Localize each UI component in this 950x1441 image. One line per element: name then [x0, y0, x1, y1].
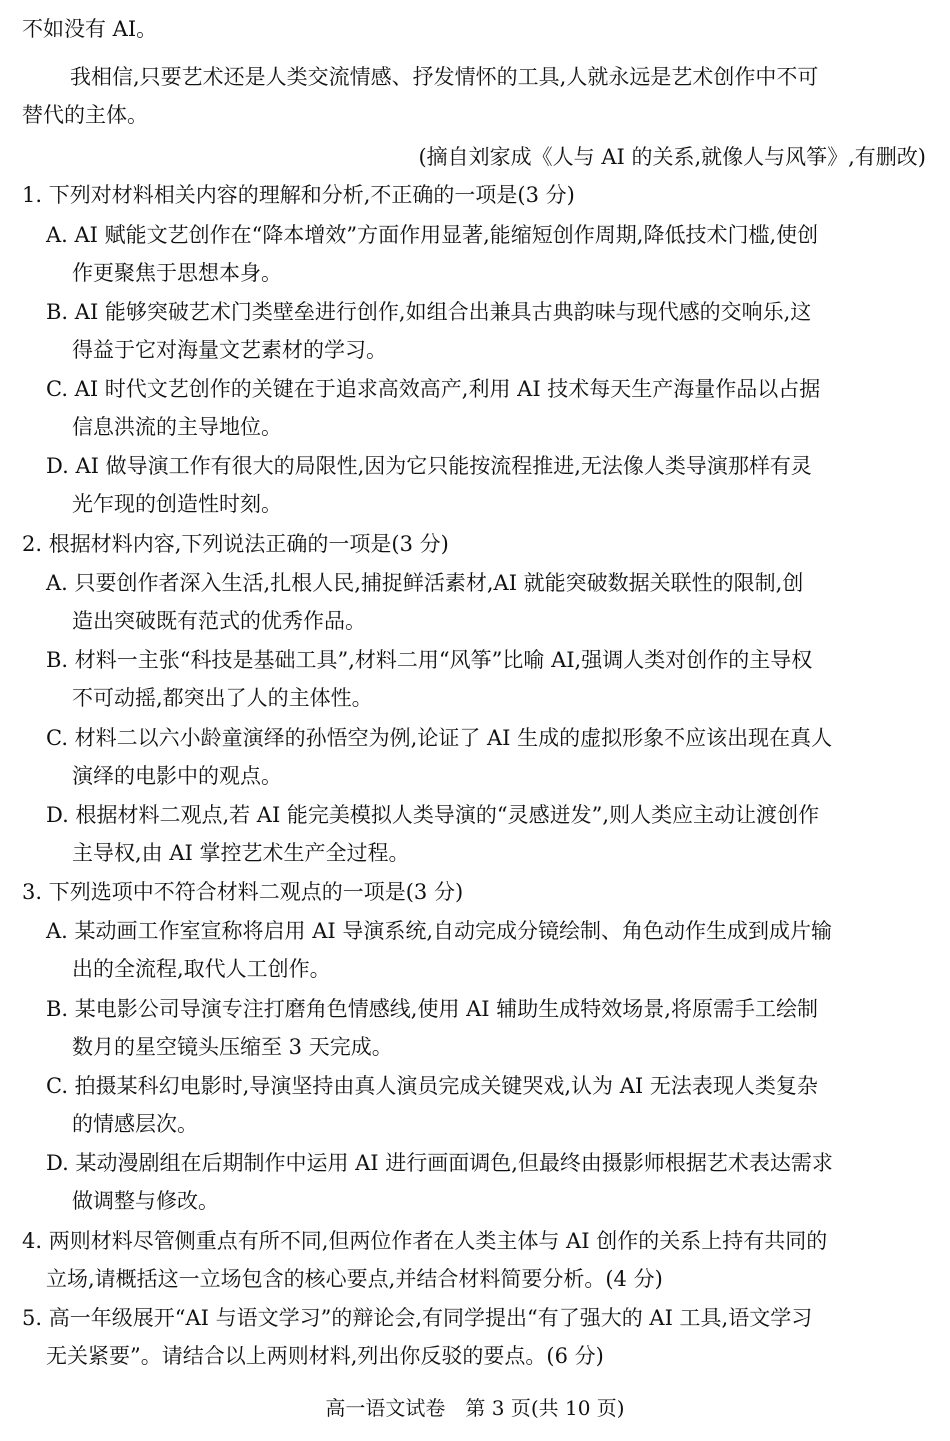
passage-line: 我相信,只要艺术还是人类交流情感、抒发情怀的工具,人就永远是艺术创作中不可 [70, 65, 819, 89]
option-line: D. AI 做导演工作有很大的局限性,因为它只能按流程推进,无法像人类导演那样有灵 [46, 454, 812, 478]
option-line: 光乍现的创造性时刻。 [72, 492, 282, 516]
option-line: 作更聚焦于思想本身。 [72, 261, 282, 285]
option-line: 得益于它对海量文艺素材的学习。 [72, 338, 387, 362]
option-line: 造出突破既有范式的优秀作品。 [72, 609, 366, 633]
option-line: 做调整与修改。 [72, 1189, 219, 1213]
passage-source: (摘自刘家成《人与 AI 的关系,就像人与风筝》,有删改) [418, 145, 926, 169]
question-stem: 5. 高一年级展开“AI 与语文学习”的辩论会,有同学提出“有了强大的 AI 工具,语文学习 [22, 1306, 813, 1330]
option-line: 的情感层次。 [72, 1112, 198, 1136]
option-line: D. 根据材料二观点,若 AI 能完美模拟人类导演的“灵感迸发”,则人类应主动让渡创作 [46, 803, 820, 827]
passage-line: 替代的主体。 [22, 103, 148, 127]
option-line: A. AI 赋能文艺创作在“降本增效”方面作用显著,能缩短创作周期,降低技术门槛,使创 [46, 223, 819, 247]
question-stem: 1. 下列对材料相关内容的理解和分析,不正确的一项是(3 分) [22, 183, 575, 207]
question-stem: 2. 根据材料内容,下列说法正确的一项是(3 分) [22, 532, 449, 556]
option-line: D. 某动漫剧组在后期制作中运用 AI 进行画面调色,但最终由摄影师根据艺术表达需求 [46, 1151, 833, 1175]
question-stem: 4. 两则材料尽管侧重点有所不同,但两位作者在人类主体与 AI 创作的关系上持有共同的 [22, 1229, 828, 1253]
passage-line: 不如没有 AI。 [22, 17, 158, 41]
option-line: B. AI 能够突破艺术门类壁垒进行创作,如组合出兼具古典韵味与现代感的交响乐,这 [46, 300, 812, 324]
question-stem: 3. 下列选项中不符合材料二观点的一项是(3 分) [22, 880, 464, 904]
option-line: 数月的星空镜头压缩至 3 天完成。 [72, 1035, 393, 1059]
option-line: C. 拍摄某科幻电影时,导演坚持由真人演员完成关键哭戏,认为 AI 无法表现人类复杂 [46, 1074, 818, 1098]
option-line: C. 材料二以六小龄童演绎的孙悟空为例,论证了 AI 生成的虚拟形象不应该出现在真人 [46, 726, 833, 750]
option-line: 信息洪流的主导地位。 [72, 415, 282, 439]
option-line: A. 只要创作者深入生活,扎根人民,捕捉鲜活素材,AI 就能突破数据关联性的限制,创 [46, 571, 804, 595]
option-line: 主导权,由 AI 掌控艺术生产全过程。 [72, 841, 410, 865]
option-line: A. 某动画工作室宣称将启用 AI 导演系统,自动完成分镜绘制、角色动作生成到成片输 [46, 919, 832, 943]
option-line: 出的全流程,取代人工创作。 [72, 957, 331, 981]
option-line: B. 某电影公司导演专注打磨角色情感线,使用 AI 辅助生成特效场景,将原需手工绘制 [46, 997, 818, 1021]
option-line: C. AI 时代文艺创作的关键在于追求高效高产,利用 AI 技术每天生产海量作品以占据 [46, 377, 821, 401]
question-stem-cont: 无关紧要”。请结合以上两则材料,列出你反驳的要点。(6 分) [46, 1344, 604, 1368]
option-line: B. 材料一主张“科技是基础工具”,材料二用“风筝”比喻 AI,强调人类对创作的主导权 [46, 648, 813, 672]
option-line: 不可动摇,都突出了人的主体性。 [72, 686, 373, 710]
question-stem-cont: 立场,请概括这一立场包含的核心要点,并结合材料简要分析。(4 分) [46, 1267, 663, 1291]
page-footer: 高一语文试卷 第 3 页(共 10 页) [325, 1396, 625, 1420]
option-line: 演绎的电影中的观点。 [72, 764, 282, 788]
